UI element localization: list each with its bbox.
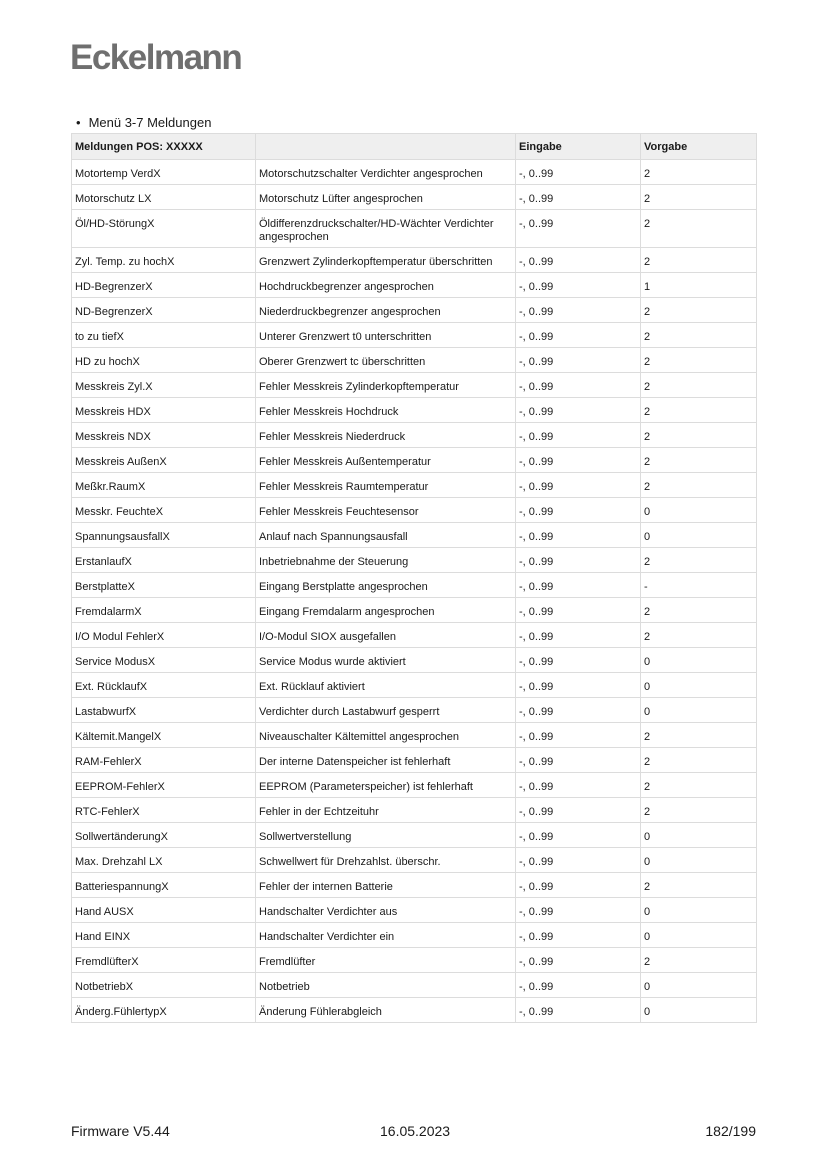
eingabe-cell: -, 0..99: [516, 348, 641, 373]
eingabe-cell: -, 0..99: [516, 373, 641, 398]
vorgabe-cell: 0: [641, 698, 757, 723]
message-description-cell: Fehler Messkreis Feuchtesensor: [256, 498, 516, 523]
eingabe-cell: -, 0..99: [516, 185, 641, 210]
table-row: [72, 248, 757, 273]
eingabe-cell: -, 0..99: [516, 848, 641, 873]
message-name-cell: SollwertänderungX: [72, 823, 256, 848]
table-row: [72, 723, 757, 748]
eingabe-cell: -, 0..99: [516, 548, 641, 573]
eingabe-cell: -, 0..99: [516, 798, 641, 823]
message-name-cell: Messkreis Zyl.X: [72, 373, 256, 398]
message-description-cell: I/O-Modul SIOX ausgefallen: [256, 623, 516, 648]
eingabe-cell: -, 0..99: [516, 273, 641, 298]
eingabe-cell: -, 0..99: [516, 923, 641, 948]
message-description-cell: Schwellwert für Drehzahlst. überschr.: [256, 848, 516, 873]
message-description-cell: Handschalter Verdichter ein: [256, 923, 516, 948]
message-name-cell: Motorschutz LX: [72, 185, 256, 210]
table-row: [72, 798, 757, 823]
table-row: [72, 648, 757, 673]
vorgabe-cell: 2: [641, 948, 757, 973]
table-row: [72, 523, 757, 548]
eingabe-cell: -, 0..99: [516, 723, 641, 748]
column-header-description: [256, 134, 516, 160]
bullet-icon: •: [76, 115, 81, 130]
message-name-cell: Meßkr.RaumX: [72, 473, 256, 498]
table-row: [72, 698, 757, 723]
table-row: [72, 348, 757, 373]
message-description-cell: Fremdlüfter: [256, 948, 516, 973]
message-name-cell: Ext. RücklaufX: [72, 673, 256, 698]
vorgabe-cell: 2: [641, 373, 757, 398]
table-header-row: [72, 134, 757, 160]
message-description-cell: Niederdruckbegrenzer angesprochen: [256, 298, 516, 323]
message-name-cell: RTC-FehlerX: [72, 798, 256, 823]
message-name-cell: to zu tiefX: [72, 323, 256, 348]
table-row: [72, 948, 757, 973]
message-name-cell: Messkreis AußenX: [72, 448, 256, 473]
section-title: Menü 3-7 Meldungen: [88, 115, 212, 130]
messages-table: [71, 133, 757, 1023]
eingabe-cell: -, 0..99: [516, 498, 641, 523]
table-row: [72, 598, 757, 623]
message-name-cell: RAM-FehlerX: [72, 748, 256, 773]
eingabe-cell: -, 0..99: [516, 773, 641, 798]
vorgabe-cell: 2: [641, 598, 757, 623]
section-heading: [76, 115, 211, 130]
message-description-cell: Ext. Rücklauf aktiviert: [256, 673, 516, 698]
message-description-cell: Fehler Messkreis Zylinderkopftemperatur: [256, 373, 516, 398]
message-name-cell: Messkreis HDX: [72, 398, 256, 423]
column-header-eingabe: Eingabe: [516, 134, 641, 160]
message-description-cell: Öldifferenzdruckschalter/HD-Wächter Verdichter angesprochen: [256, 210, 516, 248]
vorgabe-cell: 2: [641, 773, 757, 798]
vorgabe-cell: 0: [641, 898, 757, 923]
vorgabe-cell: 0: [641, 998, 757, 1023]
vorgabe-cell: 2: [641, 323, 757, 348]
message-name-cell: HD-BegrenzerX: [72, 273, 256, 298]
eingabe-cell: -, 0..99: [516, 398, 641, 423]
company-logo: Eckelmann: [70, 38, 242, 77]
eingabe-cell: -, 0..99: [516, 523, 641, 548]
table-row: [72, 573, 757, 598]
vorgabe-cell: 2: [641, 210, 757, 248]
eingabe-cell: -, 0..99: [516, 448, 641, 473]
vorgabe-cell: 2: [641, 473, 757, 498]
vorgabe-cell: 2: [641, 398, 757, 423]
table-row: [72, 398, 757, 423]
message-description-cell: Eingang Berstplatte angesprochen: [256, 573, 516, 598]
table-row: [72, 748, 757, 773]
message-description-cell: Unterer Grenzwert t0 unterschritten: [256, 323, 516, 348]
eingabe-cell: -, 0..99: [516, 948, 641, 973]
footer-date: 16.05.2023: [380, 1123, 451, 1139]
vorgabe-cell: 0: [641, 673, 757, 698]
table-row: [72, 873, 757, 898]
message-description-cell: Motorschutzschalter Verdichter angesprochen: [256, 160, 516, 185]
vorgabe-cell: 2: [641, 298, 757, 323]
message-name-cell: EEPROM-FehlerX: [72, 773, 256, 798]
message-name-cell: ErstanlaufX: [72, 548, 256, 573]
table-row: [72, 998, 757, 1023]
eingabe-cell: -, 0..99: [516, 210, 641, 248]
table-row: [72, 323, 757, 348]
message-description-cell: Inbetriebnahme der Steuerung: [256, 548, 516, 573]
message-name-cell: HD zu hochX: [72, 348, 256, 373]
message-name-cell: BerstplatteX: [72, 573, 256, 598]
footer-page-number: 182/199: [705, 1123, 756, 1139]
column-header-vorgabe: Vorgabe: [641, 134, 757, 160]
eingabe-cell: -, 0..99: [516, 673, 641, 698]
vorgabe-cell: 2: [641, 873, 757, 898]
message-description-cell: Notbetrieb: [256, 973, 516, 998]
eingabe-cell: -, 0..99: [516, 473, 641, 498]
message-description-cell: Motorschutz Lüfter angesprochen: [256, 185, 516, 210]
message-name-cell: Motortemp VerdX: [72, 160, 256, 185]
eingabe-cell: -, 0..99: [516, 648, 641, 673]
message-description-cell: Änderung Fühlerabgleich: [256, 998, 516, 1023]
vorgabe-cell: 2: [641, 160, 757, 185]
table-row: [72, 273, 757, 298]
eingabe-cell: -, 0..99: [516, 873, 641, 898]
eingabe-cell: -, 0..99: [516, 573, 641, 598]
message-description-cell: Sollwertverstellung: [256, 823, 516, 848]
message-name-cell: Messkreis NDX: [72, 423, 256, 448]
table-row: [72, 298, 757, 323]
table-row: [72, 548, 757, 573]
message-description-cell: Fehler der internen Batterie: [256, 873, 516, 898]
table-row: [72, 673, 757, 698]
message-name-cell: NotbetriebX: [72, 973, 256, 998]
vorgabe-cell: 0: [641, 523, 757, 548]
vorgabe-cell: 2: [641, 723, 757, 748]
table-row: [72, 448, 757, 473]
message-description-cell: Service Modus wurde aktiviert: [256, 648, 516, 673]
message-name-cell: Änderg.FühlertypX: [72, 998, 256, 1023]
message-name-cell: FremdlüfterX: [72, 948, 256, 973]
vorgabe-cell: 2: [641, 423, 757, 448]
eingabe-cell: -, 0..99: [516, 973, 641, 998]
vorgabe-cell: 2: [641, 448, 757, 473]
message-description-cell: EEPROM (Parameterspeicher) ist fehlerhaft: [256, 773, 516, 798]
footer-firmware: Firmware V5.44: [71, 1123, 170, 1139]
message-name-cell: Hand AUSX: [72, 898, 256, 923]
vorgabe-cell: 0: [641, 648, 757, 673]
eingabe-cell: -, 0..99: [516, 698, 641, 723]
eingabe-cell: -, 0..99: [516, 823, 641, 848]
message-name-cell: Messkr. FeuchteX: [72, 498, 256, 523]
message-description-cell: Der interne Datenspeicher ist fehlerhaft: [256, 748, 516, 773]
eingabe-cell: -, 0..99: [516, 998, 641, 1023]
vorgabe-cell: -: [641, 573, 757, 598]
column-header-meldungen: Meldungen POS: XXXXX: [72, 134, 256, 160]
message-name-cell: I/O Modul FehlerX: [72, 623, 256, 648]
message-name-cell: FremdalarmX: [72, 598, 256, 623]
vorgabe-cell: 2: [641, 798, 757, 823]
message-name-cell: Zyl. Temp. zu hochX: [72, 248, 256, 273]
vorgabe-cell: 0: [641, 823, 757, 848]
vorgabe-cell: 2: [641, 748, 757, 773]
message-description-cell: Fehler Messkreis Außentemperatur: [256, 448, 516, 473]
table-row: [72, 823, 757, 848]
message-name-cell: Kältemit.MangelX: [72, 723, 256, 748]
message-description-cell: Eingang Fremdalarm angesprochen: [256, 598, 516, 623]
vorgabe-cell: 2: [641, 623, 757, 648]
message-name-cell: Max. Drehzahl LX: [72, 848, 256, 873]
message-description-cell: Hochdruckbegrenzer angesprochen: [256, 273, 516, 298]
table-body: [72, 160, 757, 1023]
table-row: [72, 773, 757, 798]
table-row: [72, 473, 757, 498]
message-description-cell: Anlauf nach Spannungsausfall: [256, 523, 516, 548]
vorgabe-cell: 1: [641, 273, 757, 298]
table-row: [72, 498, 757, 523]
table-row: [72, 973, 757, 998]
message-description-cell: Fehler Messkreis Niederdruck: [256, 423, 516, 448]
vorgabe-cell: 0: [641, 923, 757, 948]
message-description-cell: Fehler in der Echtzeituhr: [256, 798, 516, 823]
table-row: [72, 185, 757, 210]
vorgabe-cell: 0: [641, 498, 757, 523]
table-row: [72, 373, 757, 398]
vorgabe-cell: 0: [641, 848, 757, 873]
eingabe-cell: -, 0..99: [516, 323, 641, 348]
message-description-cell: Oberer Grenzwert tc überschritten: [256, 348, 516, 373]
eingabe-cell: -, 0..99: [516, 623, 641, 648]
message-description-cell: Verdichter durch Lastabwurf gesperrt: [256, 698, 516, 723]
message-name-cell: ND-BegrenzerX: [72, 298, 256, 323]
table-row: [72, 210, 757, 248]
message-description-cell: Handschalter Verdichter aus: [256, 898, 516, 923]
table-row: [72, 623, 757, 648]
eingabe-cell: -, 0..99: [516, 298, 641, 323]
message-description-cell: Fehler Messkreis Hochdruck: [256, 398, 516, 423]
eingabe-cell: -, 0..99: [516, 598, 641, 623]
message-name-cell: SpannungsausfallX: [72, 523, 256, 548]
eingabe-cell: -, 0..99: [516, 160, 641, 185]
message-name-cell: BatteriespannungX: [72, 873, 256, 898]
message-name-cell: Hand EINX: [72, 923, 256, 948]
message-name-cell: Öl/HD-StörungX: [72, 210, 256, 248]
vorgabe-cell: 2: [641, 348, 757, 373]
eingabe-cell: -, 0..99: [516, 748, 641, 773]
table-row: [72, 848, 757, 873]
table-row: [72, 160, 757, 185]
table-row: [72, 423, 757, 448]
vorgabe-cell: 2: [641, 248, 757, 273]
table-row: [72, 898, 757, 923]
eingabe-cell: -, 0..99: [516, 423, 641, 448]
eingabe-cell: -, 0..99: [516, 248, 641, 273]
message-description-cell: Fehler Messkreis Raumtemperatur: [256, 473, 516, 498]
table-row: [72, 923, 757, 948]
vorgabe-cell: 2: [641, 548, 757, 573]
message-description-cell: Niveauschalter Kältemittel angesprochen: [256, 723, 516, 748]
eingabe-cell: -, 0..99: [516, 898, 641, 923]
message-name-cell: LastabwurfX: [72, 698, 256, 723]
vorgabe-cell: 0: [641, 973, 757, 998]
message-description-cell: Grenzwert Zylinderkopftemperatur überschritten: [256, 248, 516, 273]
vorgabe-cell: 2: [641, 185, 757, 210]
message-name-cell: Service ModusX: [72, 648, 256, 673]
